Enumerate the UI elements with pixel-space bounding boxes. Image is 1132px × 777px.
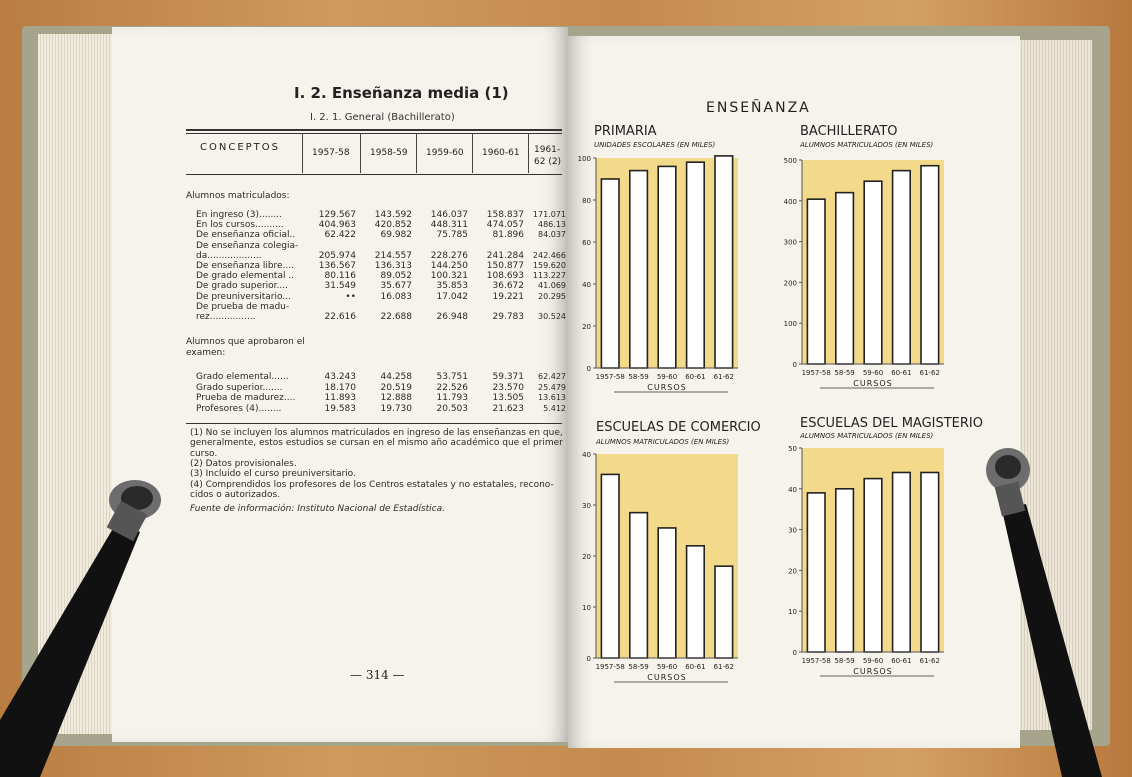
x-tick-label: 61-62 xyxy=(919,657,940,665)
bar xyxy=(893,171,911,364)
footnote-line: (2) Datos provisionales. xyxy=(190,458,297,469)
table-cell: 25.479 xyxy=(538,382,566,392)
bar xyxy=(630,513,648,658)
chart-title: PRIMARIA xyxy=(594,124,657,139)
table-cell: 89.052 xyxy=(380,271,412,282)
table-cell: 205.974 xyxy=(318,250,356,261)
table-cell: 143.592 xyxy=(374,210,412,220)
y-tick-label: 0 xyxy=(792,361,797,369)
table-row-label: da................... xyxy=(196,250,262,261)
y-tick-label: 200 xyxy=(783,279,797,288)
table-cell: 22.526 xyxy=(436,382,468,393)
y-tick-label: 20 xyxy=(582,323,591,331)
table-row-label: Profesores (4)........ xyxy=(196,403,282,414)
table-cell: 5.412 xyxy=(543,403,566,413)
chart-subtitle: UNIDADES ESCOLARES (EN MILES) xyxy=(594,141,716,149)
x-axis-label: CURSOS xyxy=(853,379,893,388)
footnote-line: (3) Incluido el curso preuniversitario. xyxy=(190,469,356,480)
table-cell: 62.422 xyxy=(324,230,356,241)
table-cell: 75.785 xyxy=(436,230,468,241)
x-tick-label: 60-61 xyxy=(685,373,706,381)
table-cell: 35.853 xyxy=(436,281,468,292)
table-top-rule xyxy=(186,129,562,131)
y-tick-label: 40 xyxy=(788,485,797,494)
bar xyxy=(601,474,619,658)
column-header-year: 1958-59 xyxy=(370,148,408,158)
table-cell: 13.613 xyxy=(538,393,566,402)
table-cell: 474.057 xyxy=(486,220,524,231)
table-row-label: De preuniversitario... xyxy=(196,291,291,302)
x-tick-label: 59-60 xyxy=(656,373,678,381)
table-cell: 59.371 xyxy=(492,372,524,382)
table-cell: 20.503 xyxy=(436,403,468,414)
table-cell: 448.311 xyxy=(430,220,468,231)
y-tick-label: 40 xyxy=(582,451,591,459)
table-cell: 19.221 xyxy=(492,291,524,302)
x-tick-label: 1957-58 xyxy=(801,657,831,665)
table-cell: 171.071 xyxy=(532,210,566,219)
bar xyxy=(601,179,619,368)
table-cell: 241.284 xyxy=(486,250,524,261)
right-book-clamp xyxy=(970,440,1132,777)
y-tick-label: 300 xyxy=(783,238,797,247)
table-cell: 41.069 xyxy=(538,281,566,291)
bar xyxy=(658,166,676,368)
table-cell: 20.519 xyxy=(380,382,412,393)
footnote-line: generalmente, estos estudios se cursan en el mismo año académico que el primer xyxy=(190,438,563,449)
table-cell: 158.837 xyxy=(486,210,524,220)
y-tick-label: 20 xyxy=(582,553,591,561)
bar xyxy=(921,472,939,652)
x-axis-label: CURSOS xyxy=(647,383,687,392)
x-tick-label: 61-62 xyxy=(713,373,734,381)
y-tick-label: 80 xyxy=(582,197,591,205)
x-tick-label: 60-61 xyxy=(891,657,912,665)
table-cell: 11.893 xyxy=(324,393,356,403)
y-tick-label: 0 xyxy=(586,655,591,663)
table-cell: 62.427 xyxy=(538,372,566,381)
chart-escuelas-magisterio xyxy=(776,440,956,686)
column-separator xyxy=(528,133,529,173)
footnote-line: cidos o autorizados. xyxy=(190,489,281,500)
x-tick-label: 58-59 xyxy=(628,373,649,381)
table-cell: 20.295 xyxy=(538,291,566,301)
x-tick-label: 1957-58 xyxy=(595,663,625,671)
table-cell: 13.505 xyxy=(492,393,524,403)
bar xyxy=(807,493,825,652)
table-cell: 30.524 xyxy=(538,312,566,321)
table-cell: 22.616 xyxy=(324,312,356,322)
x-tick-label: 61-62 xyxy=(919,369,940,377)
table-cell: 53.751 xyxy=(436,372,468,382)
left-book-clamp xyxy=(0,470,170,777)
y-tick-label: 10 xyxy=(582,604,591,612)
column-separator xyxy=(416,133,417,173)
table-cell: 214.557 xyxy=(374,250,412,261)
y-tick-label: 0 xyxy=(586,365,591,373)
table-cell: 113.227 xyxy=(532,271,566,281)
section-label: Alumnos que aprobaron el examen: xyxy=(186,337,305,358)
table-row-label: Grado elemental...... xyxy=(196,372,289,382)
column-header-year: 1960-61 xyxy=(482,148,520,158)
column-header-conceptos: CONCEPTOS xyxy=(200,142,280,153)
y-tick-label: 0 xyxy=(792,649,797,657)
table-top-rule-2 xyxy=(186,133,562,134)
table-cell: 136.567 xyxy=(318,261,356,271)
table-row-label: De grado superior.... xyxy=(196,281,289,292)
bar xyxy=(807,199,825,364)
x-tick-label: 1957-58 xyxy=(801,369,831,377)
table-cell: 16.083 xyxy=(380,291,412,302)
charts-heading: ENSEÑANZA xyxy=(706,100,811,116)
table-cell: 136.313 xyxy=(374,261,412,271)
column-header-year: 1961-62 (2) xyxy=(534,145,562,167)
table-cell: 150.877 xyxy=(486,261,524,271)
table-header-rule xyxy=(186,174,562,175)
table-cell: 486.13 xyxy=(538,220,566,230)
y-tick-label: 60 xyxy=(582,239,591,247)
chart-escuelas-comercio xyxy=(576,446,746,686)
chart-subtitle: ALUMNOS MATRICULADOS (EN MILES) xyxy=(596,438,730,446)
x-axis-label: CURSOS xyxy=(853,667,893,676)
column-header-year: 1959-60 xyxy=(426,148,464,158)
table-cell: 18.170 xyxy=(324,382,356,393)
table-cell: 129.567 xyxy=(318,210,356,220)
table-cell: 44.258 xyxy=(380,372,412,382)
chart-title: ESCUELAS DE COMERCIO xyxy=(596,420,761,435)
x-tick-label: 58-59 xyxy=(834,657,855,665)
table-cell: 100.321 xyxy=(430,271,468,282)
table-row-label: De enseñanza colegia- xyxy=(196,240,299,251)
bar xyxy=(658,528,676,658)
y-tick-label: 20 xyxy=(788,567,797,576)
bar xyxy=(836,193,854,364)
table-cell: 22.688 xyxy=(380,312,412,322)
table-cell: 21.623 xyxy=(492,403,524,414)
table-row-label: rez................ xyxy=(196,312,256,322)
x-tick-label: 60-61 xyxy=(891,369,912,377)
y-tick-label: 100 xyxy=(783,320,797,329)
table-cell: 31.549 xyxy=(324,281,356,292)
x-tick-label: 60-61 xyxy=(685,663,706,671)
column-header-year: 1957-58 xyxy=(312,148,350,158)
table-cell: 19.730 xyxy=(380,403,412,414)
column-separator xyxy=(360,133,361,173)
column-separator xyxy=(472,133,473,173)
table-cell: 17.042 xyxy=(436,291,468,302)
x-tick-label: 61-62 xyxy=(713,663,734,671)
table-row-label: De grado elemental .. xyxy=(196,271,295,282)
table-cell: 36.672 xyxy=(492,281,524,292)
chart-subtitle: ALUMNOS MATRICULADOS (EN MILES) xyxy=(800,432,934,440)
table-cell: 228.276 xyxy=(430,250,468,261)
table-cell: 242.466 xyxy=(532,250,566,260)
bar xyxy=(864,181,882,364)
table-cell: 29.783 xyxy=(492,312,524,322)
table-cell: 108.693 xyxy=(486,271,524,282)
bar xyxy=(836,489,854,652)
table-cell: 11.793 xyxy=(436,393,468,403)
column-separator xyxy=(302,133,303,173)
y-tick-label: 500 xyxy=(783,157,797,165)
table-cell: 12.888 xyxy=(380,393,412,403)
bar xyxy=(864,479,882,652)
footnote-line: curso. xyxy=(190,448,218,459)
x-axis-label: CURSOS xyxy=(647,673,687,682)
table-cell: •• xyxy=(345,291,356,302)
y-tick-label: 30 xyxy=(788,526,797,535)
bar xyxy=(687,546,705,658)
bar xyxy=(715,566,733,658)
y-tick-label: 10 xyxy=(788,608,797,617)
x-tick-label: 59-60 xyxy=(862,657,884,665)
bar xyxy=(921,166,939,364)
y-tick-label: 30 xyxy=(582,502,591,510)
chart-title: BACHILLERATO xyxy=(800,124,898,139)
bar xyxy=(893,472,911,652)
table-row-label: De enseñanza oficial.. xyxy=(196,230,296,241)
bar xyxy=(715,156,733,368)
x-tick-label: 58-59 xyxy=(628,663,649,671)
table-cell: 81.896 xyxy=(492,230,524,241)
table-cell: 144.250 xyxy=(430,261,468,271)
table-row-label: De prueba de madu- xyxy=(196,301,290,312)
table-row-label: De enseñanza libre.... xyxy=(196,261,295,271)
table-cell: 420.852 xyxy=(374,220,412,231)
x-tick-label: 59-60 xyxy=(862,369,884,377)
table-row-label: En los cursos.......... xyxy=(196,220,284,231)
table-cell: 146.037 xyxy=(430,210,468,220)
table-row-label: Prueba de madurez.... xyxy=(196,393,296,403)
y-tick-label: 50 xyxy=(788,445,797,453)
footnote-line: (1) No se incluyen los alumnos matriculados en ingreso de las enseñanzas en que, xyxy=(190,428,563,438)
table-cell: 35.677 xyxy=(380,281,412,292)
table-cell: 19.583 xyxy=(324,403,356,414)
table-cell: 159.620 xyxy=(532,261,566,270)
table-bottom-rule xyxy=(186,423,562,424)
table-cell: 80.116 xyxy=(324,271,356,282)
y-tick-label: 40 xyxy=(582,281,591,289)
page-subtitle: I. 2. 1. General (Bachillerato) xyxy=(310,112,455,123)
x-tick-label: 1957-58 xyxy=(595,373,625,381)
table-cell: 26.948 xyxy=(436,312,468,322)
section-label: Alumnos matriculados: xyxy=(186,191,290,201)
bar xyxy=(687,162,705,368)
chart-bachillerato xyxy=(776,152,956,398)
table-row-label: Grado superior....... xyxy=(196,382,283,393)
table-cell: 404.963 xyxy=(318,220,356,231)
table-cell: 23.570 xyxy=(492,382,524,393)
y-tick-label: 100 xyxy=(577,155,591,163)
footnote-line: (4) Comprendidos los profesores de los Centros estatales y no estatales, recono- xyxy=(190,479,554,490)
table-row-label: En ingreso (3)........ xyxy=(196,210,282,220)
x-tick-label: 58-59 xyxy=(834,369,855,377)
chart-primaria xyxy=(576,152,746,398)
table-cell: 84.037 xyxy=(538,230,566,240)
x-tick-label: 59-60 xyxy=(656,663,678,671)
table-cell: 69.982 xyxy=(380,230,412,241)
table-cell: 43.243 xyxy=(324,372,356,382)
bar xyxy=(630,171,648,368)
page-title: I. 2. Enseñanza media (1) xyxy=(294,84,509,102)
y-tick-label: 400 xyxy=(783,197,797,206)
footnote-line: Fuente de información: Instituto Nacional de Estadística. xyxy=(190,504,445,515)
chart-subtitle: ALUMNOS MATRICULADOS (EN MILES) xyxy=(800,141,934,149)
chart-title: ESCUELAS DEL MAGISTERIO xyxy=(800,416,983,431)
page-number: — 314 — xyxy=(350,668,405,682)
